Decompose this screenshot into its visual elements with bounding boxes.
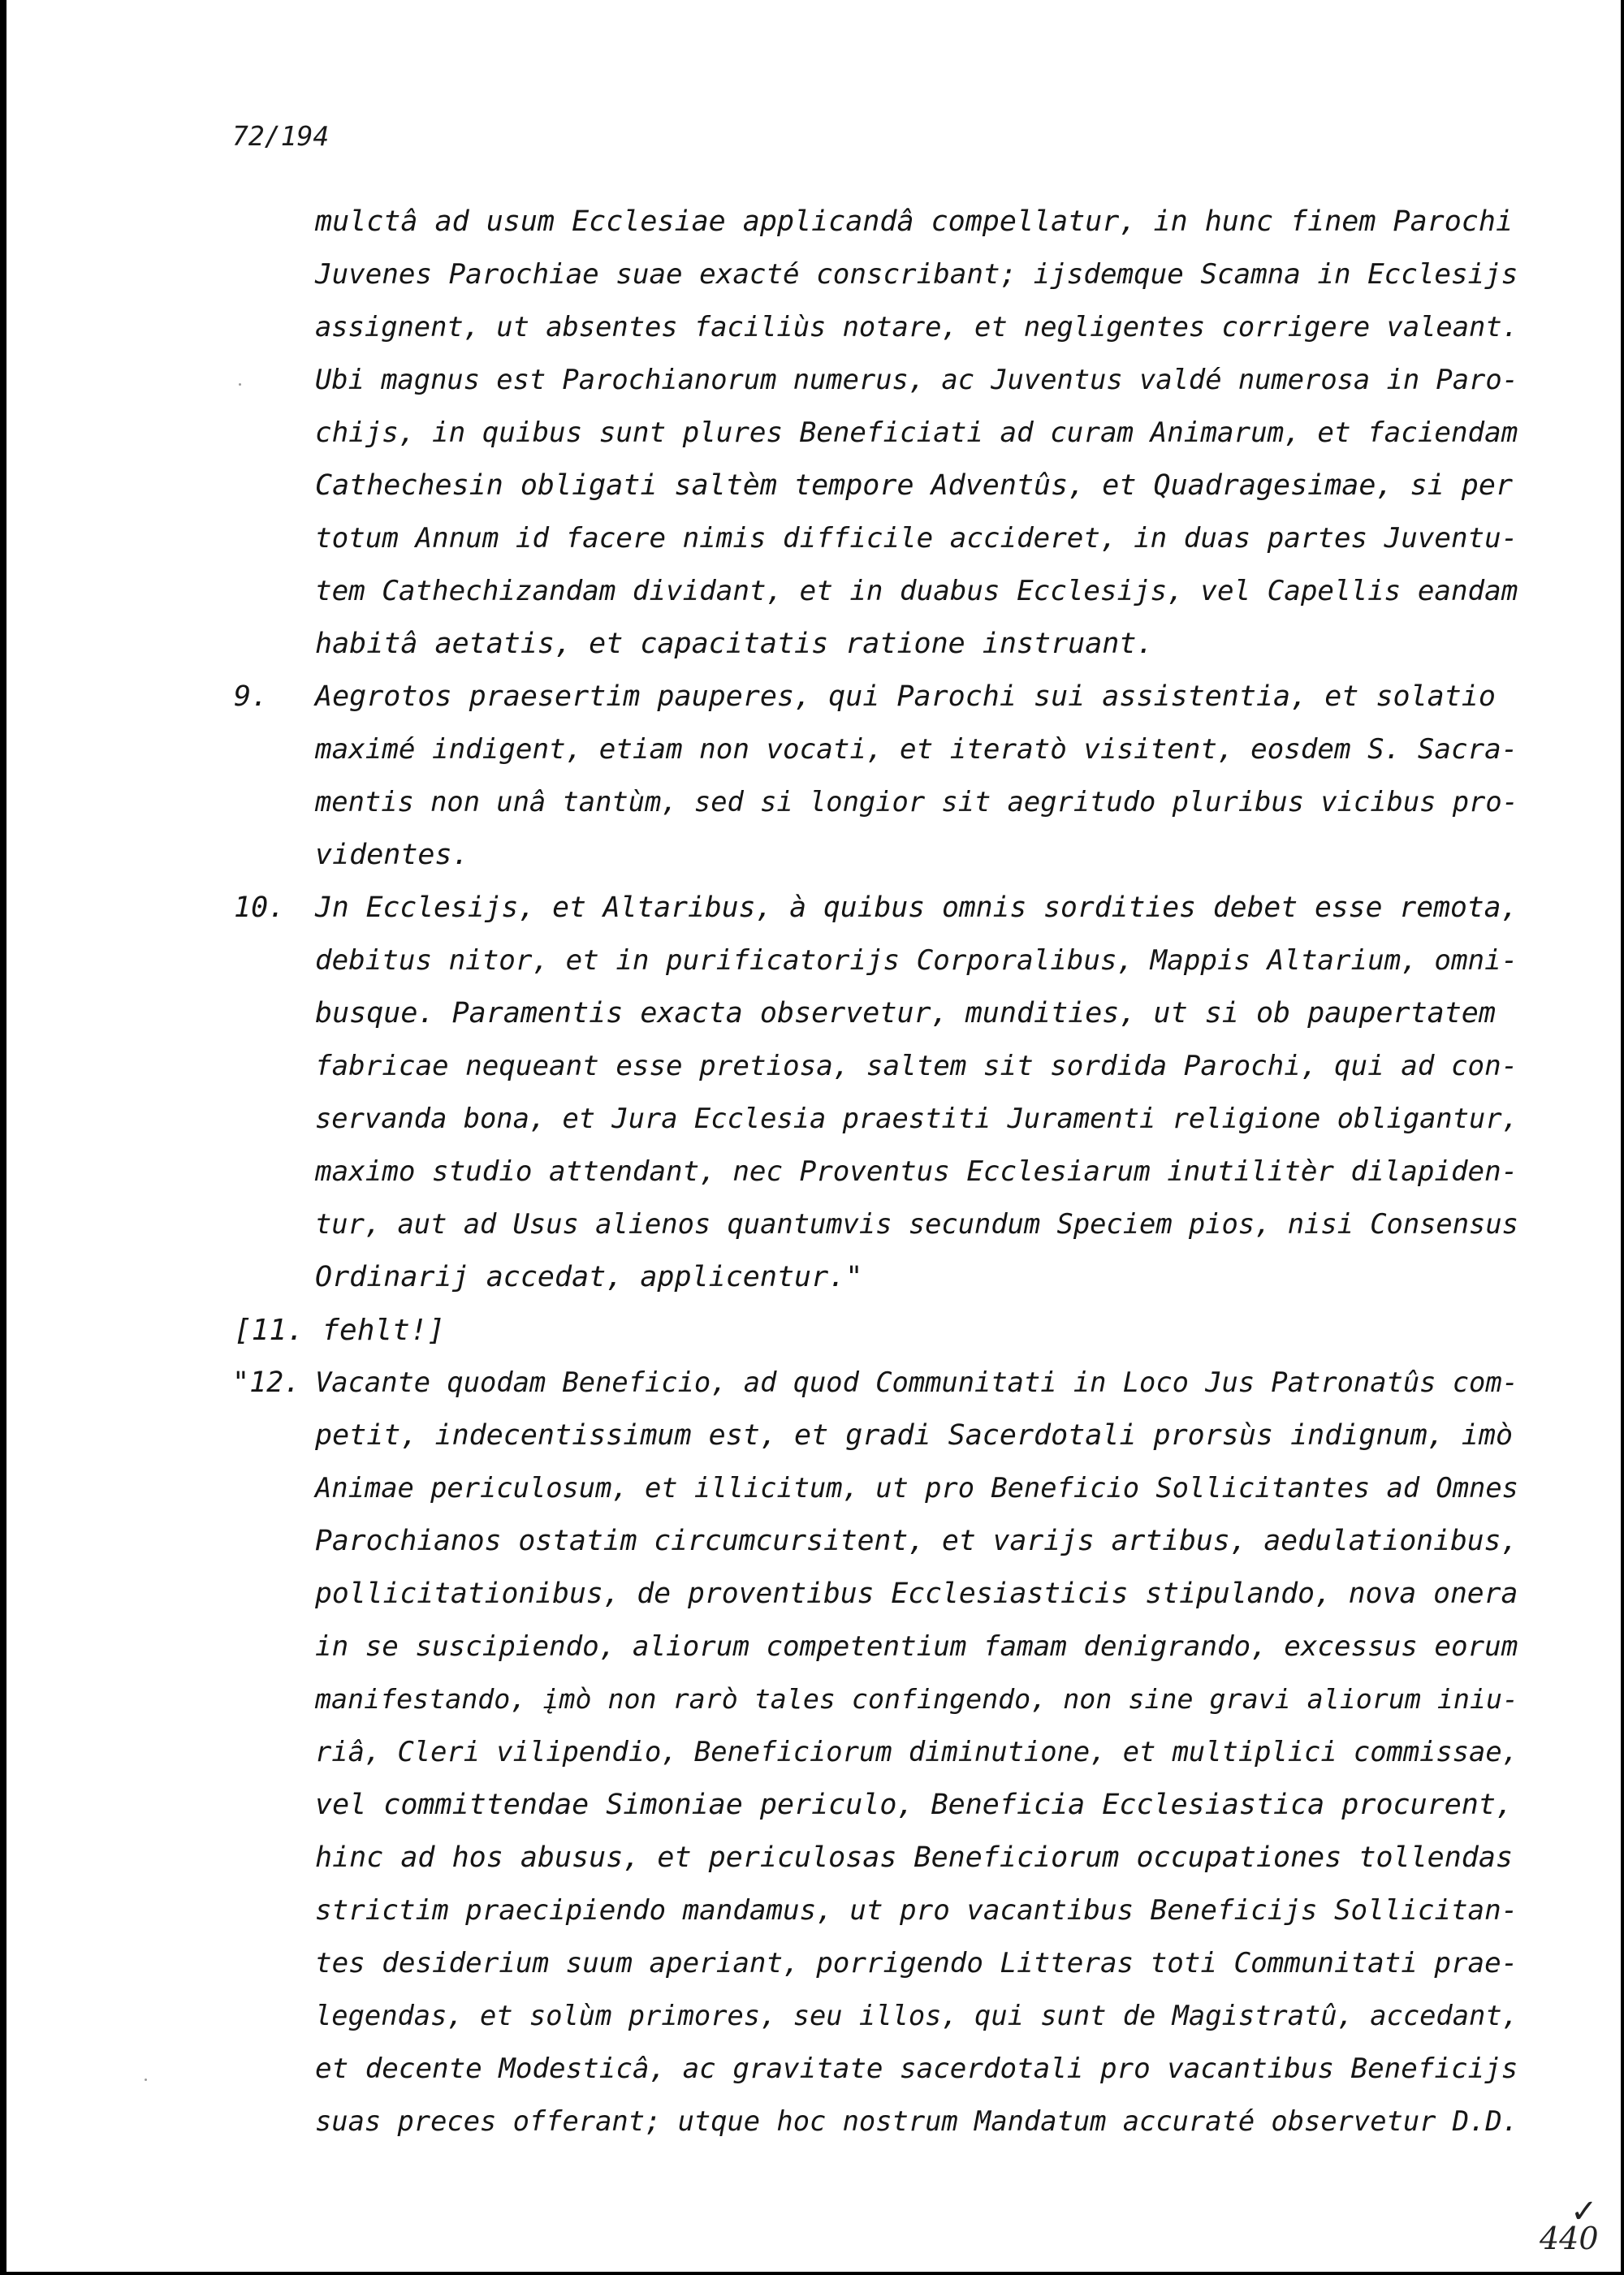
text-line: strictim praecipiendo mandamus, ut pro vacantibus Beneficijs Sollicitan- xyxy=(315,1894,1518,1927)
text-line: Jn Ecclesijs, et Altaribus, à quibus omnis sordities debet esse remota, xyxy=(315,891,1518,924)
margin-speck xyxy=(145,2079,147,2081)
text-line: videntes. xyxy=(315,839,469,871)
item-number: 10. xyxy=(234,891,286,924)
text-line: tem Cathechizandam dividant, et in duabus Ecclesijs, vel Capellis eandam xyxy=(315,575,1518,607)
text-line: hinc ad hos abusus, et periculosas Beneficiorum occupationes tollendas xyxy=(315,1841,1514,1874)
text-line: chijs, in quibus sunt plures Beneficiati ad curam Animarum, et faciendam xyxy=(315,417,1518,449)
text-line: habitâ aetatis, et capacitatis ratione instruant. xyxy=(315,628,1154,660)
text-line: debitus nitor, et in purificatorijs Corporalibus, Mappis Altarium, omni- xyxy=(315,944,1518,977)
text-line: servanda bona, et Jura Ecclesia praestiti Juramenti religione obligantur, xyxy=(315,1103,1518,1134)
text-line: Ubi magnus est Parochianorum numerus, ac Juventus valdé numerosa in Paro- xyxy=(315,364,1518,395)
text-line: legendas, et solùm primores, seu illos, qui sunt de Magistratû, accedant, xyxy=(315,2000,1518,2031)
folio-number: 72/194 xyxy=(232,120,330,152)
text-line: fabricae nequeant esse pretiosa, saltem sit sordida Parochi, qui ad con- xyxy=(315,1050,1518,1082)
item-number: 9. xyxy=(234,680,269,713)
text-line: manifestando, įmò non rarò tales confingendo, non sine gravi aliorum iniu- xyxy=(315,1683,1519,1715)
text-line: in se suscipiendo, aliorum competentium famam denigrando, excessus eorum xyxy=(315,1630,1518,1663)
text-line: mentis non unâ tantùm, sed si longior sit aegritudo pluribus vicibus pro- xyxy=(315,786,1518,818)
typescript-page xyxy=(6,0,1621,2272)
text-line: Animae periculosum, et illicitum, ut pro Beneficio Sollicitantes ad Omnes xyxy=(315,1472,1518,1504)
text-line: tes desiderium suum aperiant, porrigendo Litteras toti Communitati prae- xyxy=(315,1947,1518,1979)
handwritten-page-number: 440 xyxy=(1540,2221,1599,2256)
text-line: assignent, ut absentes faciliùs notare, et negligentes corrigere valeant. xyxy=(315,311,1518,343)
text-line: pollicitationibus, de proventibus Ecclesiasticis stipulando, nova onera xyxy=(315,1578,1518,1610)
text-line: Vacante quodam Beneficio, ad quod Communitati in Loco Jus Patronatûs com- xyxy=(315,1366,1518,1398)
margin-speck xyxy=(239,383,241,386)
text-line: tur, aut ad Usus alienos quantumvis secundum Speciem pios, nisi Consensus xyxy=(315,1208,1518,1240)
text-line: Aegrotos praesertim pauperes, qui Parochi sui assistentia, et solatio xyxy=(315,680,1496,713)
text-line: vel committendae Simoniae periculo, Beneficia Ecclesiastica procurent, xyxy=(315,1789,1514,1821)
text-line: Parochianos ostatim circumcursitent, et varijs artibus, aedulationibus, xyxy=(315,1525,1518,1557)
text-line: Cathechesin obligati saltèm tempore Adventûs, et Quadragesimae, si per xyxy=(315,469,1514,502)
text-line: riâ, Cleri vilipendio, Beneficiorum diminutione, et multiplici commissae, xyxy=(315,1736,1518,1768)
editorial-note: [11. fehlt!] xyxy=(234,1314,446,1347)
text-line: petit, indecentissimum est, et gradi Sacerdotali prorsùs indignum, imò xyxy=(315,1419,1514,1452)
text-line: maximé indigent, etiam non vocati, et iteratò visitent, eosdem S. Sacra- xyxy=(315,733,1518,766)
handwritten-checkmark: ✓ xyxy=(1570,2193,1598,2230)
text-line: busque. Paramentis exacta observetur, mundities, ut si ob paupertatem xyxy=(315,997,1496,1030)
text-line: totum Annum id facere nimis difficile accideret, in duas partes Juventu- xyxy=(315,522,1518,555)
text-line: Juvenes Parochiae suae exacté conscribant; ijsdemque Scamna in Ecclesijs xyxy=(315,258,1518,291)
text-line: suas preces offerant; utque hoc nostrum Mandatum accuraté observetur D.D. xyxy=(315,2105,1518,2137)
text-line: Ordinarij accedat, applicentur." xyxy=(315,1261,863,1293)
text-line: mulctâ ad usum Ecclesiae applicandâ compellatur, in hunc finem Parochi xyxy=(315,205,1514,238)
text-line: maximo studio attendant, nec Proventus Ecclesiarum inutilitèr dilapiden- xyxy=(315,1155,1518,1188)
text-line: et decente Modesticâ, ac gravitate sacerdotali pro vacantibus Beneficijs xyxy=(315,2053,1518,2085)
item-number: "12. xyxy=(232,1366,301,1399)
